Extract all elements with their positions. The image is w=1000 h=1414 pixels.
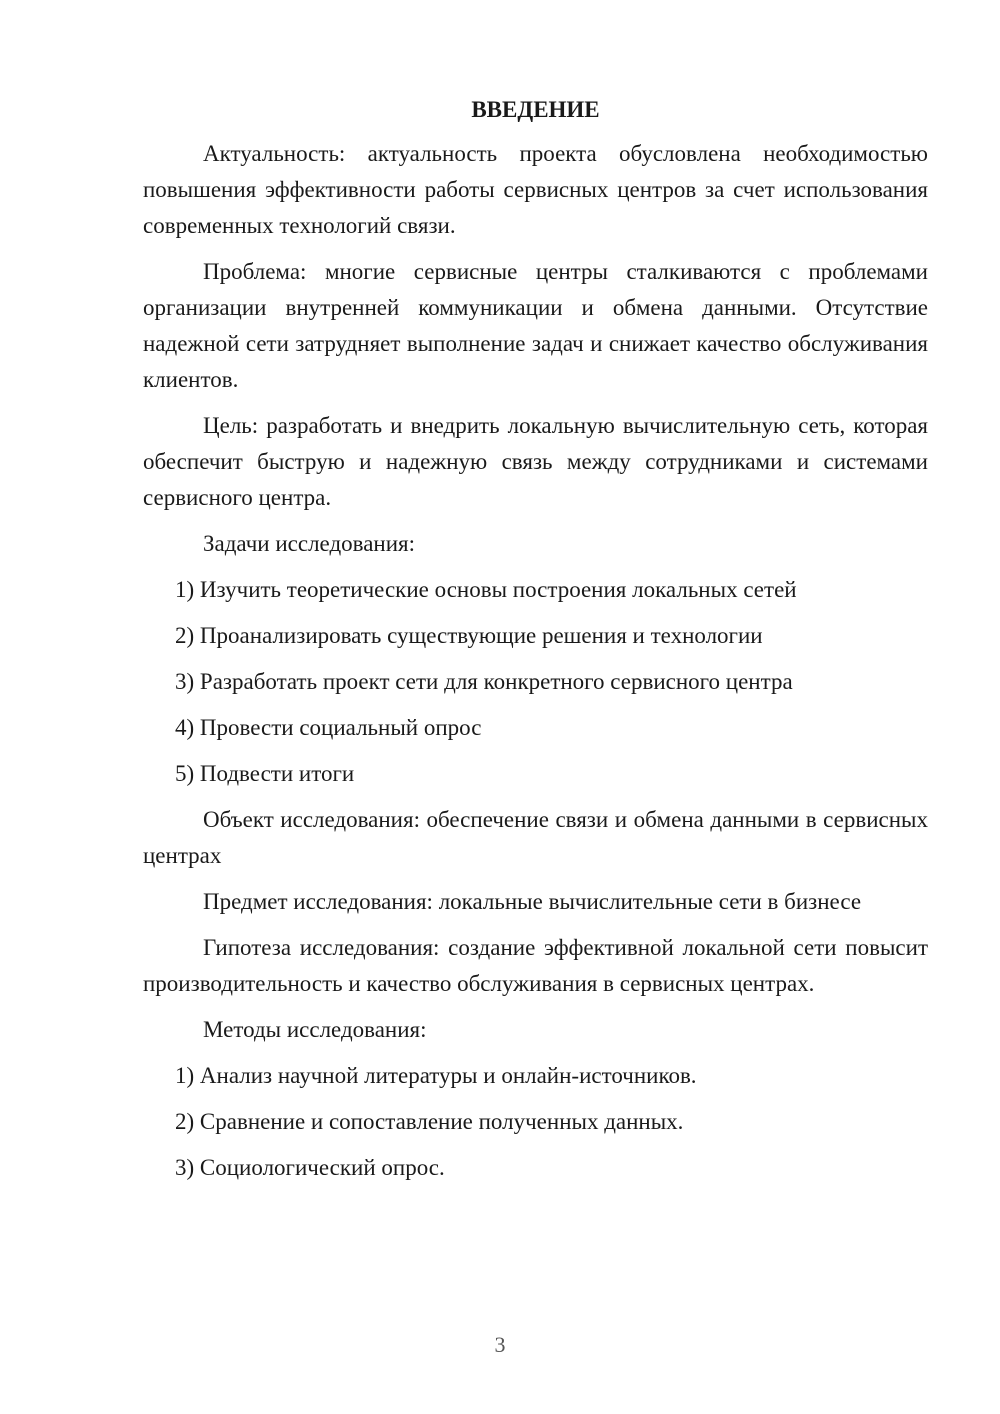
list-item: 3) Социологический опрос.: [175, 1155, 445, 1180]
section-title: ВВЕДЕНИЕ: [471, 97, 600, 122]
list-item: 2) Сравнение и сопоставление полученных данных.: [175, 1109, 684, 1134]
hypothesis-paragraph: Гипотеза исследования: создание эффективной локальной сети повысит производительность и качество обслуживания в сервисных центрах.: [143, 935, 928, 996]
problem-paragraph: Проблема: многие сервисные центры сталкиваются с проблемами организации внутренней коммуникации и обмена данными. Отсутствие надежной сети затрудняет выполнение задач и снижает качество обслуживания клиентов.: [143, 259, 928, 392]
list-item: 1) Анализ научной литературы и онлайн-источников.: [175, 1063, 697, 1088]
list-item: 3) Разработать проект сети для конкретного сервисного центра: [175, 669, 793, 694]
relevance-paragraph: Актуальность: актуальность проекта обусловлена необходимостью повышения эффективности работы сервисных центров за счет использования современных технологий связи.: [143, 141, 928, 238]
methods-list: [143, 1058, 928, 1186]
list-item: 4) Провести социальный опрос: [175, 715, 482, 740]
goal-paragraph: Цель: разработать и внедрить локальную вычислительную сеть, которая обеспечит быструю и надежную связь между сотрудниками и системами сервисного центра.: [143, 413, 928, 510]
list-item: 1) Изучить теоретические основы построения локальных сетей: [175, 577, 797, 602]
methods-heading: Методы исследования:: [203, 1017, 427, 1042]
subject-paragraph: Предмет исследования: локальные вычислительные сети в бизнесе: [203, 889, 862, 914]
document-page: [143, 92, 928, 1196]
list-item: 2) Проанализировать существующие решения и технологии: [175, 623, 763, 648]
object-paragraph: Объект исследования: обеспечение связи и обмена данными в сервисных центрах: [143, 807, 928, 868]
list-item: 5) Подвести итоги: [175, 761, 355, 786]
page-number: 3: [494, 1332, 506, 1357]
tasks-list: [143, 572, 928, 792]
tasks-heading: Задачи исследования:: [203, 531, 416, 556]
